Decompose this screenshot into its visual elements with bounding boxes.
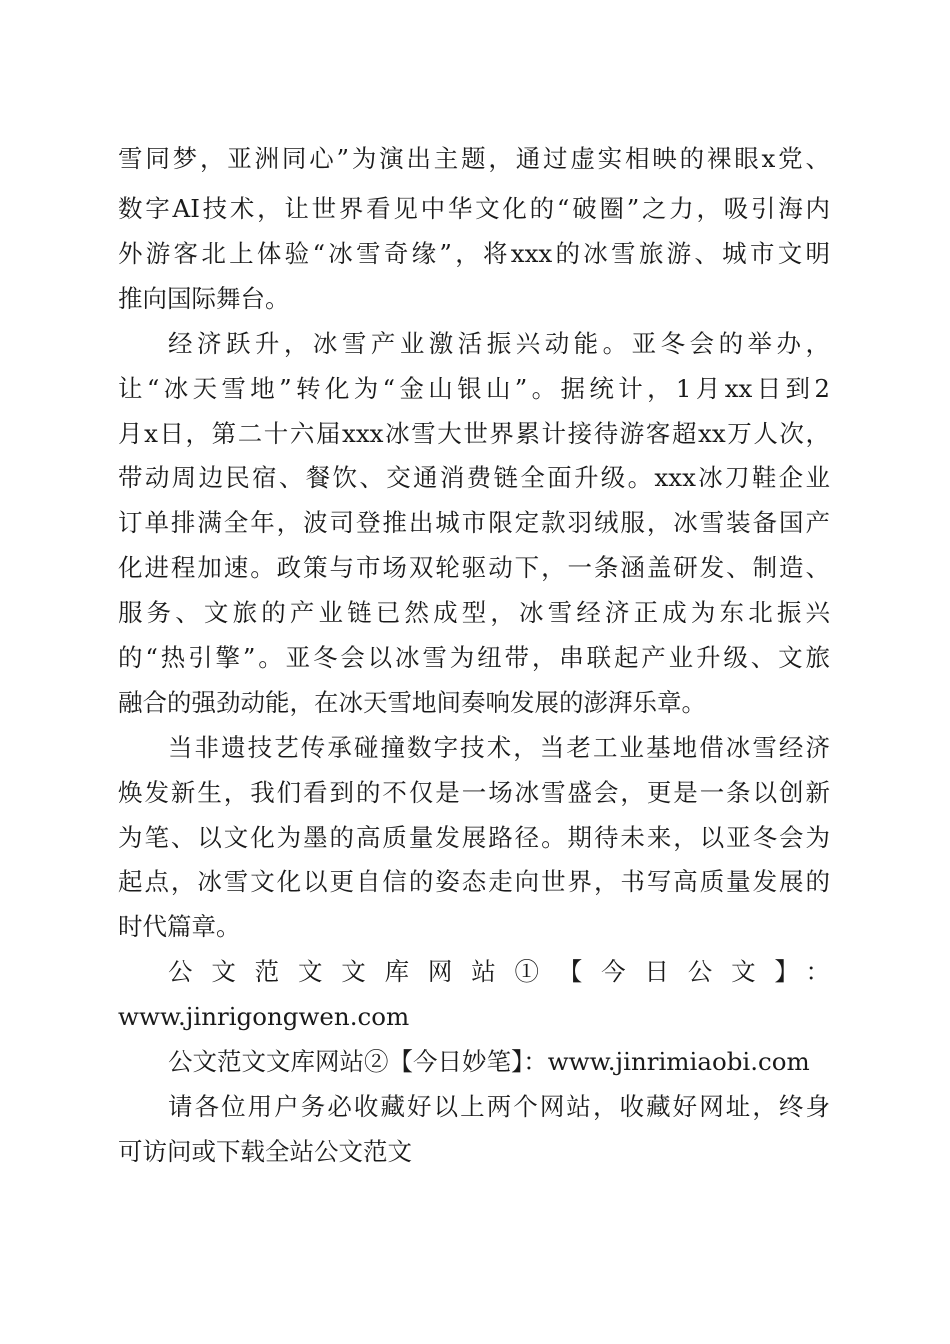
text-line: 带动周边民宿、餐饮、交通消费链全面升级。xxx冰刀鞋企业 [118, 463, 830, 492]
text-line: 化进程加速。政策与市场双轮驱动下，一条涵盖研发、制造、 [118, 553, 830, 582]
text-line: 月x日，第二十六届xxx冰雪大世界累计接待游客超xx万人次， [118, 419, 830, 448]
text-line: 融合的强劲动能，在冰天雪地间奏响发展的澎湃乐章。 [118, 688, 706, 717]
website-1-url[interactable]: www.jinrigongwen.com [118, 1002, 410, 1031]
text-line: 订单排满全年，波司登推出城市限定款羽绒服，冰雪装备国产 [118, 508, 830, 537]
text-line: 为笔、以文化为墨的高质量发展路径。期待未来，以亚冬会为 [118, 823, 830, 852]
text-line: 推向国际舞台。 [118, 284, 290, 313]
text-line: 服务、文旅的产业链已然成型，冰雪经济正成为东北振兴 [118, 598, 830, 627]
text-line: 起点，冰雪文化以更自信的姿态走向世界，书写高质量发展的 [118, 867, 830, 896]
text-line: 请各位用户务必收藏好以上两个网站，收藏好网址，终身 [168, 1092, 830, 1121]
text-line: 的“热引擎”。亚冬会以冰雪为纽带，串联起产业升级、文旅 [118, 643, 830, 672]
text-line: 时代篇章。 [118, 912, 241, 941]
text-line: 数字AI技术，让世界看见中华文化的“破圈”之力，吸引海内 [118, 194, 830, 223]
text-line: 让“冰天雪地”转化为“金山银山”。据统计，1月xx日到2 [118, 374, 830, 403]
text-line: 当非遗技艺传承碰撞数字技术，当老工业基地借冰雪经济 [168, 733, 830, 762]
text-line: 可访问或下载全站公文范文 [118, 1137, 412, 1166]
text-line: 焕发新生，我们看到的不仅是一场冰雪盛会，更是一条以创新 [118, 778, 830, 807]
website-1-label: 公文范文文库网站①【今日公文】： [168, 957, 830, 986]
text-line: 雪同梦，亚洲同心”为演出主题，通过虚实相映的裸眼x党、 [118, 144, 830, 173]
website-2-line[interactable]: 公文范文文库网站②【今日妙笔】：www.jinrimiaobi.com [168, 1047, 810, 1076]
text-line: 经济跃升，冰雪产业激活振兴动能。亚冬会的举办， [168, 329, 830, 358]
text-line: 外游客北上体验“冰雪奇缘”，将xxx的冰雪旅游、城市文明 [118, 239, 830, 268]
